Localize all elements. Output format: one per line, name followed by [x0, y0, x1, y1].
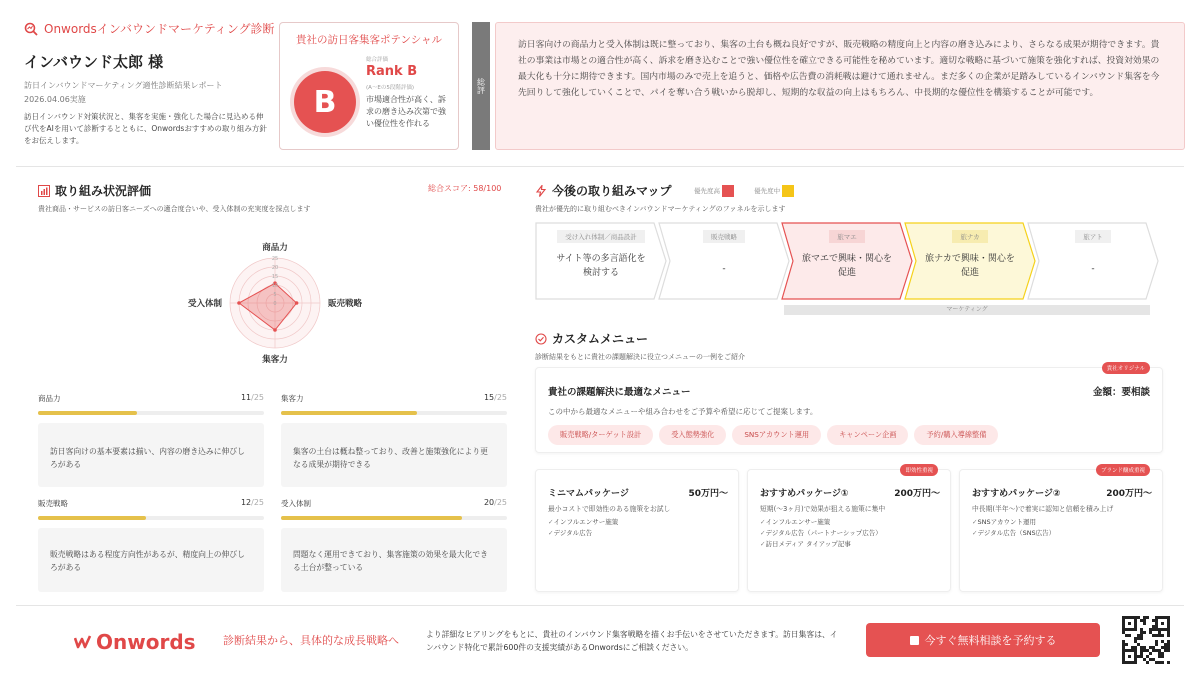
metric-score: [431, 498, 507, 507]
package-item: ✓ インフルエンサー施策: [760, 517, 882, 528]
check-circle-icon: [535, 333, 547, 345]
metric-score-value: 12: [240, 498, 252, 507]
package-name: おすすめパッケージ②: [972, 489, 1061, 499]
menu-chip[interactable]: 予約/購入導線整備: [914, 425, 998, 445]
consult-button[interactable]: 今すぐ無料相談を予約する: [866, 623, 1100, 657]
stage-label-text: 旅アト: [1075, 230, 1111, 243]
metric-score-value: 15: [483, 393, 495, 402]
footer-tagline: 診断結果から、具体的な成長戦略へ: [223, 634, 399, 647]
lightning-icon: [535, 185, 547, 197]
marketing-bar: マーケティング: [784, 305, 1150, 315]
stage-label: [781, 230, 913, 243]
radar-chart: [160, 230, 390, 375]
evaluation-title: 取り組み状況評価: [38, 182, 151, 199]
radar-tick: 0: [273, 301, 277, 307]
stage-text: -: [722, 264, 726, 274]
metric-comment: 販売戦略はある程度方向性があるが、精度向上の伸びしろがある: [38, 528, 264, 592]
package-item: ✓ SNSアカウント運用: [972, 517, 1055, 528]
rank-description: 市場適合性が高く、訴求の磨き込み次第で強い優位性を作れる: [366, 95, 446, 128]
stage-text: サイト等の多言語化を検討する: [556, 254, 646, 278]
potential-title: 貴社の訪日客集客ポテンシャル: [295, 34, 442, 46]
package-description: 最小コストで即効性のある施策をお試し: [548, 505, 671, 513]
radar-tick: 10: [271, 283, 279, 289]
metric-score: [431, 393, 507, 402]
metric-score-max: /25: [494, 393, 507, 402]
funnel-stage: [904, 222, 1036, 300]
rank-scale: (A〜Eの5段階評価): [366, 85, 415, 91]
evaluation-description: 貴社商品・サービスの訪日客ニーズへの適合度合いや、受入体制の充実度を採点します: [38, 205, 311, 213]
package-item: ✓ 訪日メディア タイアップ記事: [760, 539, 882, 550]
menu-card-price: 金額：要相談: [1092, 387, 1150, 398]
metric-score-max: /25: [251, 393, 264, 402]
menu-chips: [548, 425, 1004, 445]
legend-high-swatch: [722, 185, 734, 197]
package-item: ✓ インフルエンサー施策: [548, 517, 618, 528]
menu-card-description: この中から最適なメニューや組み合わせをご予算や希望に応じてご提案します。: [548, 407, 818, 416]
package-item: ✓ デジタル広告（SNS広告）: [972, 528, 1055, 539]
metric-bar-track: [38, 411, 264, 415]
stage-label-text: 受け入れ体制／商品設計: [557, 230, 645, 243]
custom-menu-card: [535, 367, 1163, 453]
rank-label: Rank B: [366, 64, 418, 79]
package-card[interactable]: [747, 469, 951, 592]
funnel-stage: [535, 222, 667, 300]
qr-code-icon[interactable]: [1122, 616, 1170, 664]
roadmap-title: 今後の取り組みマップ: [535, 182, 672, 199]
metric-bar-track: [38, 516, 264, 520]
metric-name: 商品力: [38, 394, 61, 403]
client-name: インバウンド太郎 様: [24, 53, 164, 71]
stage-label-text: 販売戦略: [703, 230, 745, 243]
metric-name: 販売戦略: [38, 499, 68, 508]
onwords-logo-icon: [74, 635, 92, 649]
legend-mid-swatch: [782, 185, 794, 197]
intro-text: 訪日インバウンド対策状況と、集客を実施・強化した場合に見込める伸び代をAIを用いて診断するとともに、Onwordsおすすめの取り組み方針をお伝えします。: [24, 112, 267, 145]
metric-score: [188, 498, 264, 507]
potential-card: [279, 22, 459, 150]
radar-point: [273, 328, 277, 332]
metric-name: 受入体制: [281, 499, 311, 508]
menu-chip[interactable]: SNSアカウント運用: [732, 425, 821, 445]
metric-bar-fill: [38, 516, 146, 520]
custom-menu-title: カスタムメニュー: [535, 330, 648, 347]
menu-card-title: 貴社の課題解決に最適なメニュー: [548, 387, 691, 398]
metric-score-value: 20: [483, 498, 495, 507]
metric-comment: 問題なく運用できており、集客施策の効果を最大化できる土台が整っている: [281, 528, 507, 592]
stage-label: [1027, 230, 1159, 243]
radar-tick: 5: [273, 292, 277, 298]
package-description: 中長期(半年〜)で着実に認知と信頼を積み上げ: [972, 505, 1114, 513]
package-name: ミニマムパッケージ: [548, 489, 629, 499]
metric-bar-track: [281, 411, 507, 415]
package-items: [548, 517, 618, 539]
package-items: [760, 517, 882, 550]
package-items: [972, 517, 1055, 539]
metric-bar-fill: [281, 411, 417, 415]
metric-bar-fill: [38, 411, 137, 415]
package-price: 50万円〜: [688, 489, 728, 499]
radar-axis-label: 受入体制: [187, 299, 222, 309]
metric-bar-fill: [281, 516, 462, 520]
footer-divider: [16, 605, 1184, 606]
package-tag: 即効性重視: [900, 464, 938, 476]
package-card[interactable]: [535, 469, 739, 592]
package-price: 200万円〜: [894, 489, 940, 499]
report-date: 2026.04.06実施: [24, 95, 86, 104]
original-tag: 貴社オリジナル: [1102, 362, 1150, 374]
bar-chart-icon: [38, 185, 50, 197]
stage-label: [658, 230, 790, 243]
package-name: おすすめパッケージ①: [760, 489, 849, 499]
legend-high: 優先度高: [694, 185, 734, 197]
funnel-stage: [1027, 222, 1159, 300]
calendar-icon: [910, 636, 919, 645]
package-tag: ブランド醸成重視: [1096, 464, 1150, 476]
package-description: 短期(〜3ヶ月)で効果が狙える施策に集中: [760, 505, 886, 513]
total-score: 総合スコア: 58/100: [428, 184, 502, 193]
radar-tick: 15: [271, 274, 279, 280]
custom-menu-description: 診断結果をもとに貴社の課題解決に役立つメニューの一例をご紹介: [535, 353, 745, 361]
package-item: ✓ デジタル広告（パートナーシップ広告）: [760, 528, 882, 539]
radar-tick: 20: [271, 265, 279, 271]
metric-score: [188, 393, 264, 402]
metric-score-max: /25: [251, 498, 264, 507]
radar-point: [237, 301, 241, 305]
stage-label-text: 旅マエ: [829, 230, 865, 243]
package-item: ✓ デジタル広告: [548, 528, 618, 539]
package-price: 200万円〜: [1106, 489, 1152, 499]
metric-comment: 集客の土台は概ね整っており、改善と施策強化により更なる成果が期待できる: [281, 423, 507, 487]
funnel-stage: [658, 222, 790, 300]
brand-title: Onwordsインバウンドマーケティング診断: [24, 20, 275, 37]
metric-score-max: /25: [494, 498, 507, 507]
radar-axis-label: 販売戦略: [328, 299, 363, 309]
priority-legend: [694, 185, 794, 197]
menu-chip[interactable]: 販売戦略/ターゲット設計: [548, 425, 653, 445]
radar-axis-label: 集客力: [262, 355, 288, 365]
grade-badge: B: [294, 71, 356, 133]
legend-mid: 優先度中: [754, 185, 794, 197]
package-card[interactable]: [959, 469, 1163, 592]
footer-description: より詳細なヒアリングをもとに、貴社のインバウンド集客戦略を描くお手伝いをさせていただきます。訪日集客は、インバウンド特化で累計600件の支援実績があるOnwordsにご相談ください。: [426, 630, 838, 652]
stage-label: [535, 230, 667, 243]
metric-bar-track: [281, 516, 507, 520]
stage-text: 旅ナカで興味・関心を促進: [925, 254, 1015, 278]
stage-text: 旅マエで興味・関心を促進: [801, 254, 892, 278]
overall-label: 総合評価: [366, 57, 389, 63]
radar-axis-label: 商品力: [262, 243, 288, 253]
stage-label: [904, 230, 1036, 243]
menu-chip[interactable]: キャンペーン企画: [827, 425, 908, 445]
stage-text: -: [1091, 264, 1095, 274]
footer-logo: Onwords: [74, 630, 196, 654]
search-chart-icon: [24, 22, 38, 36]
radar-point: [295, 301, 299, 305]
stage-label-text: 旅ナカ: [952, 230, 987, 243]
summary-label: 総評: [472, 22, 490, 150]
divider: [16, 166, 1184, 167]
menu-chip[interactable]: 受入態勢強化: [659, 425, 726, 445]
metric-comment: 訪日客向けの基本要素は揃い、内容の磨き込みに伸びしろがある: [38, 423, 264, 487]
metric-score-value: 11: [240, 393, 252, 402]
funnel-stage: [781, 222, 913, 300]
report-type: 訪日インバウンドマーケティング適性診断結果レポート: [24, 81, 223, 90]
summary-text: 訪日客向けの商品力と受入体制は既に整っており、集客の土台も概ね良好ですが、販売戦略の精度向上と内容の磨き込みにより、さらなる成果が期待できます。貴社の事業は市場との適合性が高く、訴求を磨き込むことで強い優位性を確立できる可能性を秘めています。適切な戦略に基づいて施策を強化すれば、投資対効果の最大化も十分に期待できます。国内市場のみで売上を追うと、価格や広告費の消耗戦は避けて通れません。まだ多くの企業が足踏みしているインバウンド集客を今先回りして強化していくことで、パイを奪い合う戦いから脱却し、短期的な収益の向上はもちろん、中長期的な優位性を構築することが可能です。: [495, 22, 1185, 150]
roadmap-description: 貴社が優先的に取り組むべきインバウンドマーケティングのファネルを示します: [535, 205, 786, 213]
radar-tick: 25: [271, 256, 279, 262]
metric-name: 集客力: [281, 394, 304, 403]
